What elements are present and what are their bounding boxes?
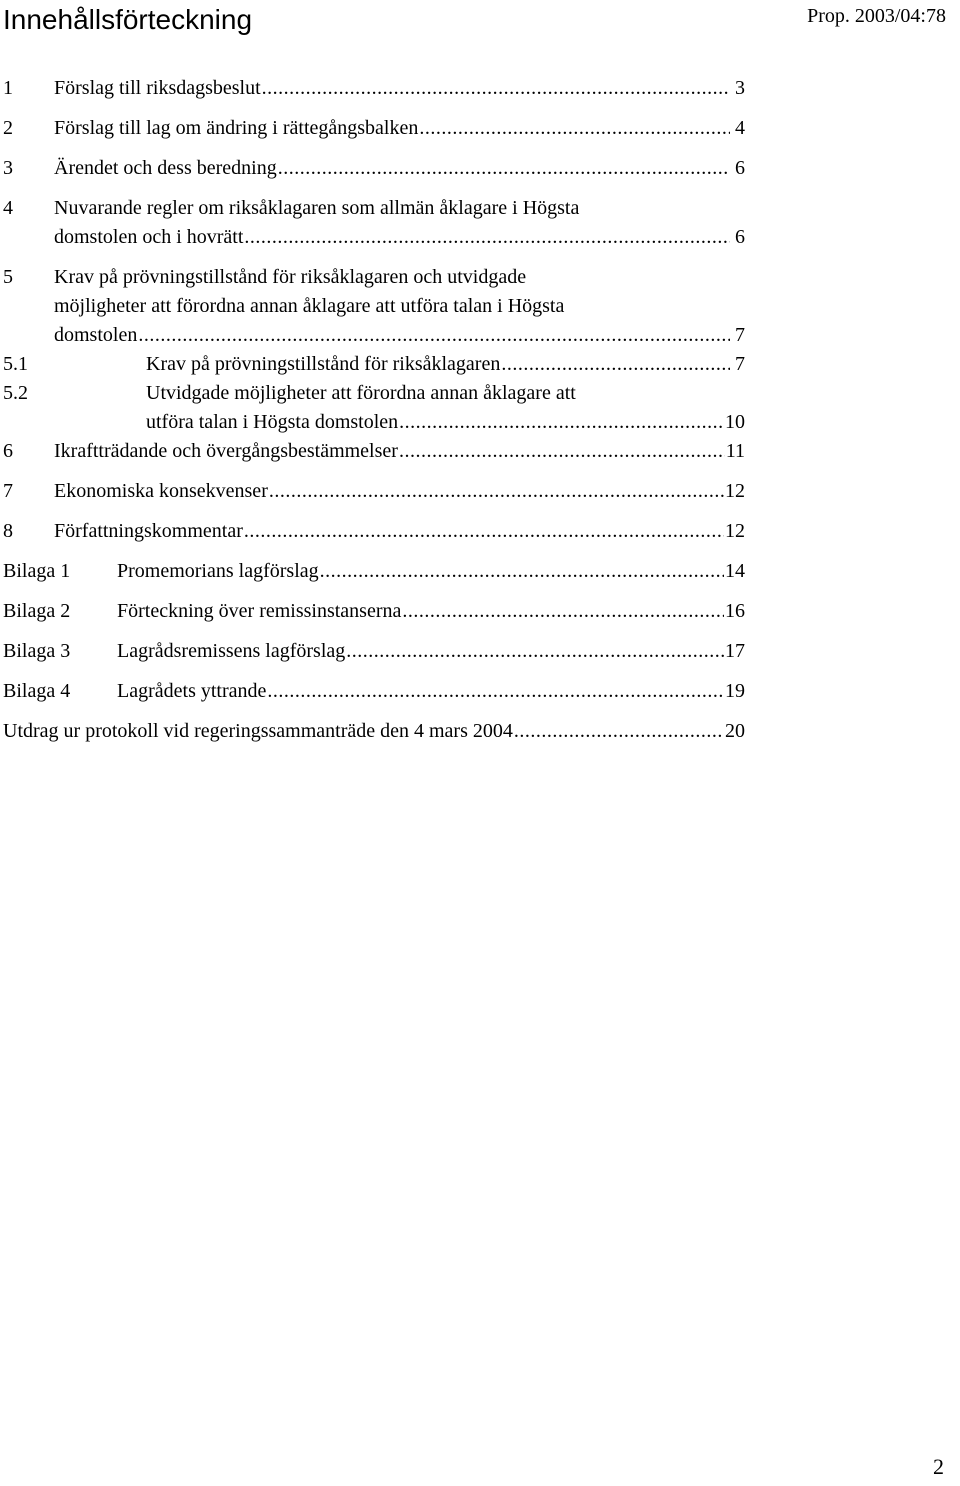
toc-entry-title: Förslag till lag om ändring i rättegångsbalken [54, 117, 419, 139]
toc-entry-title: Promemorians lagförslag [117, 560, 319, 582]
toc-entry[interactable] [3, 637, 745, 666]
dot-leader [269, 477, 724, 506]
toc-entry-title: Ikraftträdande och övergångsbestämmelser [54, 440, 398, 462]
toc-entry-title: domstolen [54, 324, 138, 346]
toc-entry-title-line: Krav på prövningstillstånd för riksåklagaren och utvidgade [54, 266, 527, 288]
dot-leader [267, 677, 724, 706]
toc-entry[interactable] [3, 437, 745, 466]
toc-entry-number: 3 [3, 157, 13, 179]
toc-entry-number: 5.2 [3, 382, 28, 404]
toc-entry-number: 5.1 [3, 353, 28, 375]
toc-entry-title: Krav på prövningstillstånd för riksåklagaren [146, 353, 501, 375]
toc-entry-number: Bilaga 2 [3, 600, 71, 622]
toc-entry[interactable] [3, 379, 745, 437]
dot-leader [501, 350, 730, 379]
dot-leader [262, 74, 730, 103]
toc-entry-page: 6 [735, 157, 745, 179]
toc-entry-title: Ärendet och dess beredning [54, 157, 277, 179]
toc-entry[interactable] [3, 350, 745, 379]
toc-entry-title: domstolen och i hovrätt [54, 226, 244, 248]
dot-leader [399, 437, 725, 466]
toc-entry-page: 3 [735, 77, 745, 99]
toc-entry[interactable] [3, 114, 745, 143]
dot-leader [419, 114, 730, 143]
toc-entry-title: Lagrådets yttrande [117, 680, 267, 702]
toc-entry-title-line: möjligheter att förordna annan åklagare att utföra talan i Högsta [54, 295, 565, 317]
toc-entry-number: 4 [3, 197, 13, 219]
toc-entry[interactable] [3, 74, 745, 103]
dot-leader [320, 557, 724, 586]
toc-entry[interactable] [3, 597, 745, 626]
toc-entry-page: 19 [725, 680, 745, 702]
dot-leader [346, 637, 724, 666]
toc-entry-title-line: Utvidgade möjligheter att förordna annan åklagare att [146, 382, 576, 404]
proposition-reference: Prop. 2003/04:78 [807, 5, 946, 27]
toc-entry-page: 10 [725, 411, 745, 433]
page-number: 2 [933, 1454, 944, 1479]
toc-entry-title-line: Nuvarande regler om riksåklagaren som allmän åklagare i Högsta [54, 197, 580, 219]
toc-entry-number: Bilaga 4 [3, 680, 71, 702]
toc-entry-title: Förteckning över remissinstanserna [117, 600, 402, 622]
table-of-contents [3, 74, 745, 757]
toc-entry-page: 4 [735, 117, 745, 139]
toc-entry-number: 2 [3, 117, 13, 139]
toc-entry-page: 6 [735, 226, 745, 248]
toc-entry-page: 17 [725, 640, 745, 662]
toc-entry[interactable] [3, 263, 745, 350]
toc-entry-page: 12 [725, 480, 745, 502]
toc-entry-number: Bilaga 1 [3, 560, 71, 582]
toc-entry-number: 6 [3, 440, 13, 462]
toc-entry-number: 5 [3, 266, 13, 288]
toc-entry-number: Bilaga 3 [3, 640, 71, 662]
toc-entry-number: 1 [3, 77, 13, 99]
toc-entry[interactable] [3, 557, 745, 586]
dot-leader [244, 223, 730, 252]
toc-entry-number: 8 [3, 520, 13, 542]
toc-entry-page: 7 [735, 353, 745, 375]
toc-entry-title: Förslag till riksdagsbeslut [54, 77, 261, 99]
toc-entry-title: Författningskommentar [54, 520, 243, 542]
toc-entry-number: 7 [3, 480, 13, 502]
toc-entry-title: Lagrådsremissens lagförslag [117, 640, 346, 662]
toc-entry-title: utföra talan i Högsta domstolen [146, 411, 399, 433]
toc-entry[interactable] [3, 677, 745, 706]
toc-entry[interactable] [3, 717, 745, 746]
toc-entry-page: 16 [725, 600, 745, 622]
dot-leader [244, 517, 724, 546]
toc-entry[interactable] [3, 194, 745, 252]
toc-entry[interactable] [3, 517, 745, 546]
dot-leader [514, 717, 724, 746]
toc-entry-page: 20 [725, 720, 745, 742]
toc-entry[interactable] [3, 477, 745, 506]
toc-entry-page: 12 [725, 520, 745, 542]
dot-leader [402, 597, 724, 626]
toc-entry-page: 11 [725, 440, 745, 462]
toc-entry-page: 14 [725, 560, 745, 582]
dot-leader [278, 154, 730, 183]
dot-leader [138, 321, 730, 350]
toc-entry-page: 7 [735, 324, 745, 346]
toc-entry-title: Utdrag ur protokoll vid regeringssammanträde den 4 mars 2004 [3, 720, 513, 742]
page-title: Innehållsförteckning [3, 4, 253, 35]
toc-entry[interactable] [3, 154, 745, 183]
dot-leader [399, 408, 724, 437]
toc-entry-title: Ekonomiska konsekvenser [54, 480, 268, 502]
